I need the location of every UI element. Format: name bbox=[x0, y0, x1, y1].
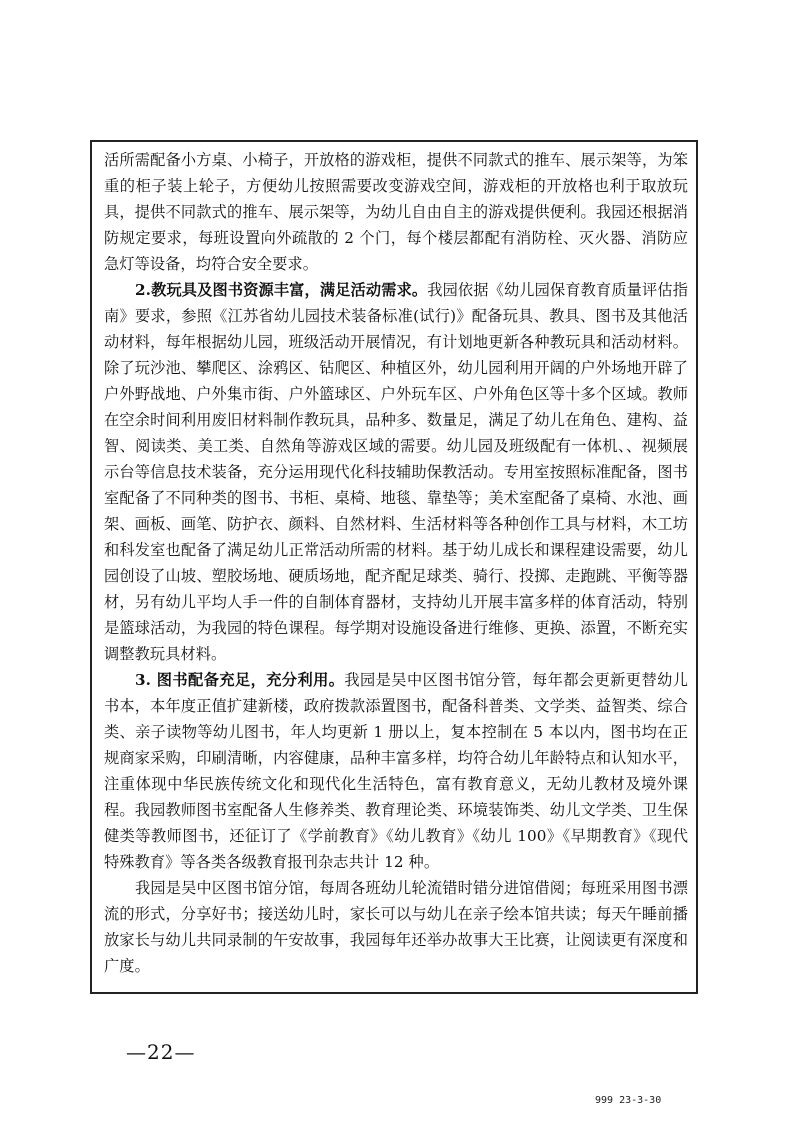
paragraph-text: 我园依据《幼儿园保育教育质量评估指南》要求，参照《江苏省幼儿园技术装备标准(试行)》配备玩具、教具、图书及其他活动材料，每年根据幼儿园，班级活动开展情况，有计划地更新各种教玩具和活动材料。除了玩沙池、攀爬区、涂鸦区、钻爬区、种植区外，幼儿园利用开阔的户外场地开辟了户外野战地、户外集市街、户外篮球区、户外玩车区、户外角色区等十多个区域。教师在空余时间利用废旧材料制作教玩具，品种多、数量足，满足了幼儿在角色、建构、益智、阅读类、美工类、自然角等游戏区域的需要。幼儿园及班级配有一体机、、视频展示台等信息技术装备，充分运用现代化科技辅助保教活动。专用室按照标准配备，图书室配备了不同种类的图书、书柜、桌椅、地毯、靠垫等；美术室配备了桌椅、水池、画架、画板、画笔、防护衣、颜料、自然材料、生活材料等各种创作工具与材料，木工坊和科发室也配备了满足幼儿正常活动所需的材料。基于幼儿成长和课程建设需要，幼儿园创设了山坡、塑胶场地、硬质场地，配齐配足球类、骑行、投掷、走跑跳、平衡等器材，另有幼儿平均人手一件的自制体育器材，支持幼儿开展丰富多样的体育活动，特别是篮球活动，为我园的特色课程。每学期对设施设备进行维修、更换、添置，不断充实调整教玩具材料。 bbox=[104, 281, 688, 663]
paragraph-text: 我园是吴中区图书馆分馆，每周各班幼儿轮流错时错分进馆借阅；每班采用图书漂流的形式，分享好书；接送幼儿时，家长可以与幼儿在亲子绘本馆共读；每天午睡前播放家长与幼儿共同录制的午安故事，我园每年还举办故事大王比赛，让阅读更有深度和广度。 bbox=[104, 879, 688, 975]
paragraph-text: 我园是吴中区图书馆分管，每年都会更新更替幼儿书本，本年度正值扩建新楼，政府拨款添置图书，配备科普类、文学类、益智类、综合类、亲子读物等幼儿图书，年人均更新 1 册以上，复本控制在 5 本以内，图书均在正规商家采购，印刷清晰，内容健康，品种丰富多样，均符合幼儿年龄特点和认知水平，注重体现中华民族传统文化和现代化生活特色，富有教育意义，无幼儿教材及境外课程。我园教师图书室配备人生修养类、教育理论类、环境装饰类、幼儿文学类、卫生保健类等教师图书，还征订了《学前教育》《幼儿教育》《幼儿 100》《早期教育》《现代特殊教育》等各类各级教育报刊杂志共计 12 种。 bbox=[104, 671, 688, 871]
print-stamp: 999 23-3-30 bbox=[595, 1095, 662, 1106]
section-heading-3: 3. 图书配备充足，充分利用。 bbox=[135, 671, 345, 689]
section-heading-2: 2.教玩具及图书资源丰富，满足活动需求。 bbox=[135, 281, 428, 299]
paragraph-continued bbox=[104, 147, 688, 277]
page-number: —22— bbox=[126, 1040, 196, 1064]
paragraph-section-2 bbox=[104, 277, 688, 667]
paragraph-section-3 bbox=[104, 667, 688, 875]
content-frame bbox=[90, 140, 698, 994]
paragraph-library bbox=[104, 875, 688, 979]
paragraph-text: 活所需配备小方桌、小椅子，开放格的游戏柜，提供不同款式的推车、展示架等，为笨重的柜子装上轮子，方便幼儿按照需要改变游戏空间，游戏柜的开放格也利于取放玩具，提供不同款式的推车、展示架等，为幼儿自由自主的游戏提供便利。我园还根据消防规定要求，每班设置向外疏散的 2 个门，每个楼层都配有消防栓、灭火器、消防应急灯等设备，均符合安全要求。 bbox=[104, 151, 688, 273]
